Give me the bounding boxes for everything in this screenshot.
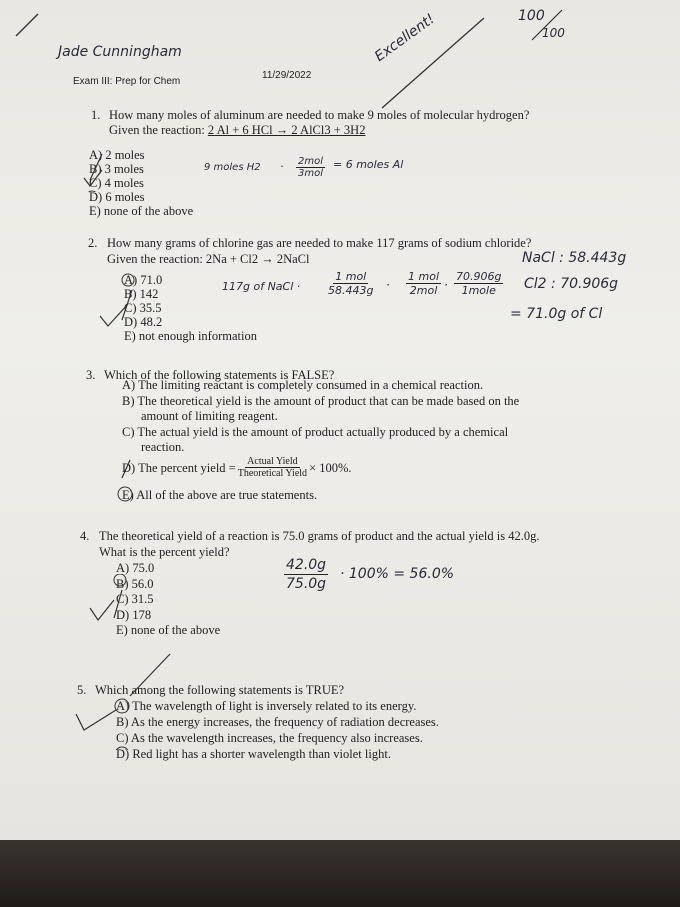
q2-nacl-mass: NaCl : 58.443g <box>522 250 627 266</box>
q1-work-fraction <box>296 156 325 179</box>
q2-given-label: Given the reaction: <box>107 252 203 266</box>
q2-cl2-mass: Cl2 : 70.906g <box>524 276 619 292</box>
teacher-comment: Excellent! <box>372 10 438 65</box>
q1-option-a[interactable]: A) 2 moles <box>89 148 145 162</box>
q5-option-d[interactable]: D) Red light has a shorter wavelength than violet light. <box>116 747 391 761</box>
q1-work-den: 3mol <box>298 168 323 179</box>
q4-text-2: What is the percent yield? <box>99 545 230 559</box>
exam-paper: Jade Cunningham Exam III: Prep for Chem 11/29/2022 Excellent! 100 100 1. How many moles of aluminum are needed to make 9 moles of molecular hydrogen? Given the reaction: 2 Al + 6 HCl → 2 AlCl3 + 3H2 A) 2 moles B) 3 moles C) 4 moles D) 6 moles E) none of the above 9 moles H2 · 2mol 3mol = 6 moles Al 2. How many grams of chlorine gas are needed to make 117 grams of sodium chloride? Given the reaction: 2Na + Cl2 → 2NaCl A) 71.0 B) 142 C) 35.5 D) 48.2 E) not enough information 117g of NaCl · 1 mol 58.443g · 1 mol 2mol · 70.906g 1mole NaCl : 58.443g Cl2 : 70.906g = 71.0g of Cl 3. Which of the following statements is FALSE? A) The limiting reactant is completely consumed in a chemical reaction. B) The theoretical yield is the amount of product that can be made based on the amount of limiting reagent. C) The actual yield is the amount of product actually produced by a chemical reaction. D) The percent yield = $\frac{\text{Actual Yield}}{\text{Theoretical Yield}}$ × 100%. E) All of the above are true statements. 4. The theoretical yield of a reaction is 75.0 grams of product and the actual yield is 42.0g. What is the percent yield? A) 75.0 B) 56.0 C) 31.5 D) 178 E) none of the above $\frac{42.0g}{75.0g}$ · 100% = 56.0% 5. Which among the following statements is TRUE? A) The wavelength of light is inversely related to its energy. B) As the energy increases, the frequency of radiation decreases. C) As the wavelength increases, the frequency also increases. D) Red light has a shorter wavelength than violet light. <box>0 0 680 855</box>
q2-f2-den: 2mol <box>409 284 438 297</box>
q2-option-c[interactable]: C) 35.5 <box>124 301 162 315</box>
comment-underline <box>360 12 490 122</box>
q1-option-b[interactable]: B) 3 moles <box>89 162 144 176</box>
exam-title: Exam III: Prep for Chem <box>73 76 181 87</box>
q3-option-d-label: D) The percent yield = <box>122 460 236 475</box>
q2-option-b[interactable]: B) 142 <box>124 287 159 301</box>
q2-f3-num: 70.906g <box>456 270 502 283</box>
q2-option-a[interactable]: A) 71.0 <box>124 273 163 287</box>
q4-work-fraction <box>284 556 328 593</box>
q1-option-d[interactable]: D) 6 moles <box>89 190 145 204</box>
q3-option-a[interactable]: A) The limiting reactant is completely consumed in a chemical reaction. <box>122 378 484 392</box>
q1-option-c[interactable]: C) 4 moles <box>89 176 144 190</box>
q4-options <box>116 561 220 639</box>
q1-reaction: 2 Al + 6 HCl → 2 AlCl3 + 3H2 <box>207 123 366 137</box>
q4-work-num: 42.0g <box>286 557 327 573</box>
score-denominator: 100 <box>542 26 565 40</box>
q3-option-c-cont: reaction. <box>141 440 185 454</box>
q3-option-b[interactable]: B) The theoretical yield is the amount of product that can be made based on the <box>122 393 520 408</box>
q2-work-frac2 <box>406 270 441 297</box>
q2-number: 2. <box>88 236 98 250</box>
exam-date: 11/29/2022 <box>262 70 312 81</box>
q1-number: 1. <box>91 108 101 122</box>
pen-stroke <box>12 10 42 40</box>
q3-options <box>122 378 519 456</box>
q5-option-c[interactable]: C) As the wavelength increases, the frequency also increases. <box>116 731 423 745</box>
student-name: Jade Cunningham <box>58 44 182 60</box>
q4-work-result: · 100% = 56.0% <box>340 566 455 582</box>
q1-strike-marks <box>80 152 110 192</box>
q2-work-start: 117g of NaCl · <box>222 280 301 293</box>
q2-given <box>107 252 310 266</box>
q5-option-b[interactable]: B) As the energy increases, the frequency of radiation decreases. <box>116 715 439 729</box>
q3-frac-den: Theoretical Yield <box>237 468 308 479</box>
q5-text: Which among the following statements is TRUE? <box>95 683 345 697</box>
q2-f2-num: 1 mol <box>408 270 439 283</box>
q2-text: How many grams of chlorine gas are needed to make 117 grams of sodium chloride? <box>107 236 532 250</box>
q4-option-d[interactable]: D) 178 <box>116 607 152 622</box>
q2-work-result: = 71.0g of Cl <box>510 306 603 322</box>
q3-number: 3. <box>86 368 96 382</box>
q2-f1-num: 1 mol <box>335 270 367 283</box>
q1-text: How many moles of aluminum are needed to make 9 moles of molecular hydrogen? <box>109 108 530 122</box>
q3-option-d[interactable] <box>122 456 352 479</box>
desk-shadow <box>0 840 680 907</box>
q3-option-e[interactable]: E) All of the above are true statements. <box>122 488 318 502</box>
q2-option-d[interactable]: D) 48.2 <box>124 315 163 329</box>
q5-option-a[interactable]: A) The wavelength of light is inversely related to its energy. <box>116 699 417 713</box>
q4-marks <box>88 574 128 624</box>
q5-marks <box>70 650 180 750</box>
q4-text: The theoretical yield of a reaction is 75.0 grams of product and the actual yield is 42.0g. <box>99 529 540 543</box>
q4-option-c[interactable]: C) 31.5 <box>116 592 154 606</box>
q3-marks <box>112 458 142 508</box>
q4-option-a[interactable]: A) 75.0 <box>116 561 155 575</box>
q2-f3-den: 1mole <box>461 284 496 297</box>
q1-option-e[interactable]: E) none of the above <box>89 204 194 218</box>
q2-work-frac1 <box>328 270 373 297</box>
q3-option-b-cont: amount of limiting reagent. <box>141 409 278 423</box>
q2-marks <box>96 272 136 332</box>
q1-work-start: 9 moles H2 <box>204 162 261 173</box>
q1-given <box>109 123 365 137</box>
q2-f1-den: 58.443g <box>328 284 374 297</box>
q1-given-label: Given the reaction: <box>109 123 205 137</box>
score-numerator: 100 <box>518 8 545 24</box>
q5-number: 5. <box>77 683 87 697</box>
q3-text: Which of the following statements is FALSE? <box>104 368 335 382</box>
q2-reaction: 2Na + Cl2 → 2NaCl <box>205 252 310 266</box>
q3-option-c[interactable]: C) The actual yield is the amount of product actually produced by a chemical <box>122 424 509 439</box>
q4-option-b[interactable]: B) 56.0 <box>116 576 154 591</box>
q4-work-den: 75.0g <box>286 576 327 592</box>
q3-option-d-suffix: × 100%. <box>309 460 352 475</box>
q3-frac-num: Actual Yield <box>247 456 298 467</box>
q4-number: 4. <box>80 529 90 543</box>
q2-option-e[interactable]: E) not enough information <box>124 329 257 343</box>
q1-work-result: = 6 moles Al <box>333 158 404 171</box>
q1-work-num: 2mol <box>298 156 323 167</box>
q3-percent-yield-fraction <box>238 456 307 479</box>
q4-option-e[interactable]: E) none of the above <box>116 623 221 637</box>
q2-work-frac3 <box>454 270 503 297</box>
